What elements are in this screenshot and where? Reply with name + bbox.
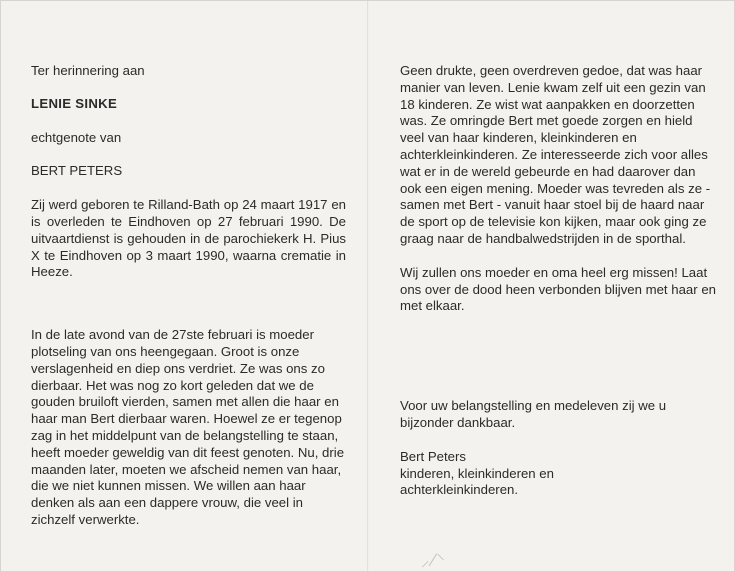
- deceased-name: LENIE SINKE: [31, 95, 118, 111]
- farewell-paragraph: Wij zullen ons moeder en oma heel erg missen! Laat ons over de dood heen verbonden blijven met haar en met elkaar.: [400, 264, 716, 314]
- signature-family-line-1: kinderen, kleinkinderen en: [400, 465, 554, 481]
- spouse-name: BERT PETERS: [31, 163, 123, 179]
- intro-line: Ter herinnering aan: [31, 63, 145, 78]
- thanks-paragraph: Voor uw belangstelling en medeleven zij we u bijzonder dankbaar.: [400, 398, 667, 430]
- right-page: [400, 63, 718, 499]
- character-paragraph: Geen drukte, geen overdreven gedoe, dat was haar manier van leven. Lenie kwam zelf uit een gezin van 18 kinderen. Ze wist wat aanpakken en doorzetten was. Ze omringde Bert met goede zorgen en hield veel van haar kinderen, kleinkinderen en achterkleinkinderen. Ze interesseerde zich voor alles wat er in de wereld gebeurde en had daarover dan ook een eigen mening. Moeder was tevreden als ze - samen met Bert - vanuit haar stoel bij de haard naar de sport op de televisie kon kijken, maar ook ging ze graag naar de handbalwedstrijden in de sporthal.: [400, 63, 711, 246]
- birth-paragraph: Zij werd geboren te Rilland-Bath op 24 maart 1917 en is overleden te Eindhoven op 27 februari 1990. De uitvaartdienst is gehouden in de parochiekerk H. Pius X te Eindhoven op 3 maart 1990, waarna crematie in Heeze.: [31, 197, 346, 280]
- relation-line: echtgenote van: [31, 129, 122, 145]
- memorial-paragraph: In de late avond van de 27ste februari is moeder plotseling van ons heengegaan. Groot is onze verslagenheid en diep ons verdriet. Ze was ons zo dierbaar. Het was nog zo kort geleden dat we de gouden bruiloft vierden, samen met allen die haar en haar man Bert dierbaar waren. Hoewel ze er tegenop zag in het middelpunt van de belangstelling te staan, heeft moeder geweldig van dit feest genoten. Nu, drie maanden later, moeten we afscheid nemen van haar, die we niet kunnen missen. We willen aan haar denken als aan een dappere vrouw, die veel in zichzelf verwerkte.: [31, 327, 345, 527]
- signature-family-line-2: achterkleinkinderen.: [400, 482, 519, 498]
- left-page: [31, 63, 346, 529]
- card-fold: [367, 1, 369, 571]
- signature-name: Bert Peters: [400, 448, 466, 464]
- pencil-mark: ⸝⁄⸌: [421, 551, 447, 571]
